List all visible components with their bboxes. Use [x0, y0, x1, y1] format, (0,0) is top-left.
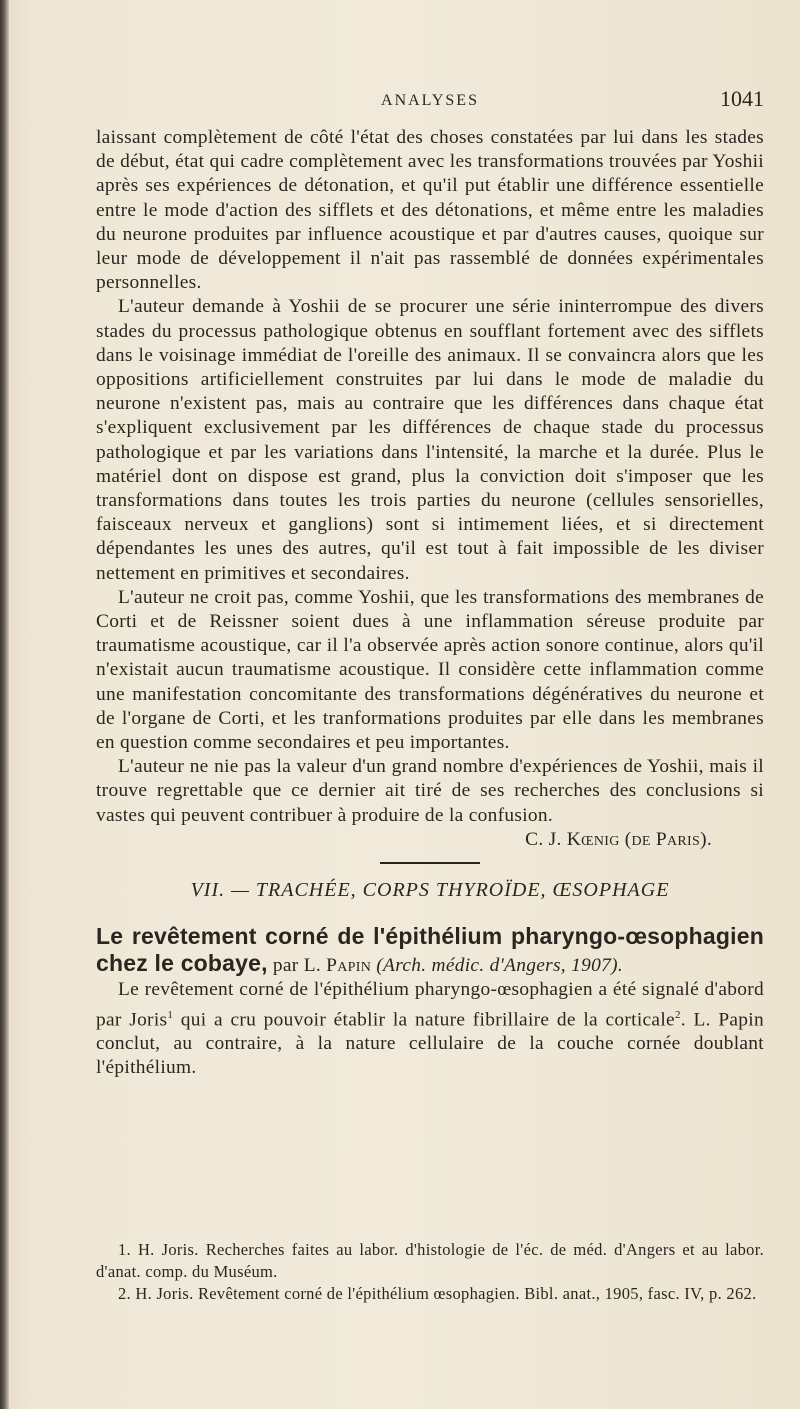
paragraph-5-part-a: Le revêtement corné de l'épithélium pharyngo-œsophagien a été signalé d'abord par Joris [96, 979, 764, 1030]
paragraph-4: L'auteur ne nie pas la valeur d'un grand nombre d'expériences de Yoshii, mais il trouve regrettable que ce dernier ait tiré de ses recherches des conclusions si vastes qui peuvent contribuer à produire de la confusion. [96, 756, 764, 826]
paragraph-1: laissant complètement de côté l'état des choses constatées par lui dans les stades de début, état qui cadre complètement avec les transformations trouvées par Yoshii après ses expériences de détonation, et qu'il put établir une différence essentielle entre le mode d'action des sifflets et des détonations, et même entre les maladies du neurone produites par influence acoustique et par d'autres causes, quoique sur leur mode de développement il n'ait pas rassemblé de données expérimentales personnelles. [96, 127, 764, 294]
paragraph-5-part-b: qui a cru pouvoir établir la nature fibrillaire de la corticale [173, 1008, 675, 1030]
section-title: VII. — TRACHÉE, CORPS THYROÏDE, ŒSOPHAGE [190, 879, 670, 902]
footnote-ref-1: 1 [167, 1008, 174, 1021]
paragraph-3: L'auteur ne croit pas, comme Yoshii, que les transformations des membranes de Corti et de Reissner soient dues à une inflammation séreuse produite par traumatisme acoustique, car il l'a observée après action sonore continue, alors qu'il n'existait aucun traumatisme acoustique. Il considère cette inflammation comme une manifestation concomitante des transformations dégénératives du neurone et de l'organe de Corti, et les tranformations produites par elle dans les membranes en question comme secondaires et peu importantes. [96, 586, 764, 754]
section-divider [380, 862, 480, 864]
paragraph-5-part-c: . L. Papin conclut, au contraire, à la nature cellulaire de la couche cornée doublant l'épithélium. [96, 1008, 764, 1079]
footnote-ref-2: 2 [674, 1008, 681, 1021]
running-title: ANALYSES [381, 92, 479, 109]
article-heading [96, 924, 764, 978]
paragraph-2: L'auteur demande à Yoshii de se procurer une série ininterrompue des divers stades du processus pathologique obtenus en soufflant fortement avec des sifflets dans le voisinage immédiat de l'oreille des animaux. Il se convaincra alors que les oppositions artificiellement construites par lui dans le mode de maladie du neurone n'existent pas, mais au contraire que les différences dans chaque état s'expliquent exclusivement par les différences de chaque stade du processus pathologique et par les variations dans l'intensité, la marche et la durée. Plus le matériel dont on dispose est grand, plus la conviction doit s'imposer que les transformations dans toutes les trois parties du neurone (cellules sensorielles, faisceaux nerveux et ganglions) sont si intimement liées, et si directement dépendantes les unes des autres, qu'il est tout à fait impossible de les diviser nettement en primitives et secondaires. [96, 296, 764, 584]
page-spine-edge [0, 0, 9, 1409]
article-by: par [272, 955, 299, 977]
page-number: 1041 [720, 86, 764, 111]
review-signature: C. J. Kœnig (de Paris). [525, 828, 712, 850]
article-title: Le revêtement corné de l'épithélium pharyngo-œsophagien chez le cobaye, [96, 923, 764, 977]
paragraph-5 [96, 978, 764, 1080]
body-text [96, 126, 764, 1081]
signature-line [96, 828, 764, 852]
footnote-1: 1. H. Joris. Recherches faites au labor. d'histologie de l'éc. de méd. d'Angers et au labor. d'anat. comp. du Muséum. [96, 1240, 764, 1281]
footnotes [96, 1239, 764, 1305]
footnote-2: 2. H. Joris. Revêtement corné de l'épithélium œsophagien. Bibl. anat., 1905, fasc. IV, p. 262. [118, 1284, 757, 1303]
article-source: (Arch. médic. d'Angers, 1907). [376, 955, 623, 977]
article-author: L. Papin [303, 955, 372, 977]
running-head [96, 86, 764, 122]
